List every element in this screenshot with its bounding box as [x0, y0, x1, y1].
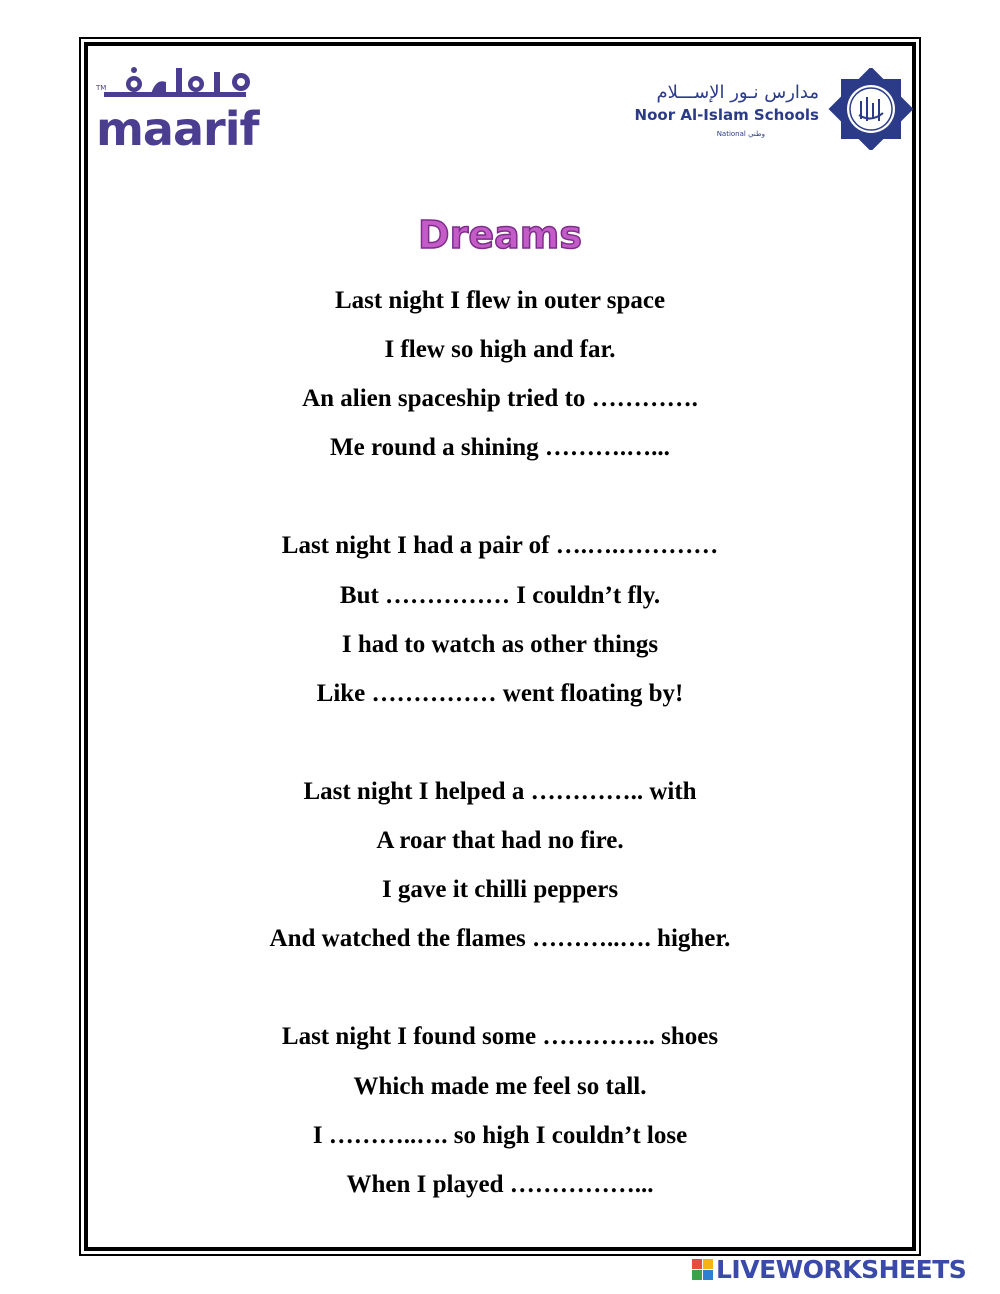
star-emblem-icon: [827, 68, 915, 150]
poem-line: I had to watch as other things: [341, 630, 659, 658]
stanza-gap: [0, 718, 1000, 767]
poem-line: I gave it chilli peppers: [381, 876, 619, 904]
poem-line: Last night I helped a ………….. with: [303, 777, 697, 805]
poem-line: Me round a shining ……….…...: [330, 434, 670, 462]
noor-national-label: National وطني: [716, 130, 765, 138]
maarif-arabic-wordmark: [96, 66, 256, 106]
stanza-gap: [0, 472, 1000, 521]
poem-line: Last night I found some ………….. shoes: [281, 1023, 719, 1051]
poem-line: And watched the flames ………..…. higher.: [269, 925, 731, 953]
poem-line: An alien spaceship tried to ………….: [302, 385, 698, 413]
noor-arabic-name: مدارس نـور الإســـلام: [656, 82, 819, 103]
liveworksheets-wordmark: LIVEWORKSHEETS: [716, 1255, 967, 1284]
noor-al-islam-logo: [634, 68, 915, 150]
poem-line: I ………..…. so high I couldn’t lose: [312, 1121, 688, 1149]
poem-line: Last night I flew in outer space: [334, 287, 666, 314]
liveworksheets-logo[interactable]: [692, 1255, 992, 1285]
poem-body: [0, 276, 1000, 1209]
maarif-english-wordmark: maarif: [96, 102, 259, 156]
noor-english-name: Noor Al-Islam Schools: [634, 106, 819, 124]
poem-line: I flew so high and far.: [384, 336, 616, 364]
trademark-mark: TM: [96, 84, 107, 92]
worksheet-title: Dreams: [418, 213, 582, 257]
poem-line: But …………… I couldn’t fly.: [339, 581, 661, 609]
poem-line: Which made me feel so tall.: [353, 1072, 647, 1100]
poem-line: Last night I had a pair of ….….…………: [281, 532, 719, 560]
maarif-logo: [96, 66, 266, 156]
stanza-gap: [0, 963, 1000, 1012]
poem-line: Like …………… went floating by!: [316, 679, 684, 707]
liveworksheets-blocks-icon: [692, 1259, 714, 1281]
poem-line: When I played ……………...: [346, 1170, 654, 1198]
poem-line: A roar that had no fire.: [376, 827, 624, 855]
